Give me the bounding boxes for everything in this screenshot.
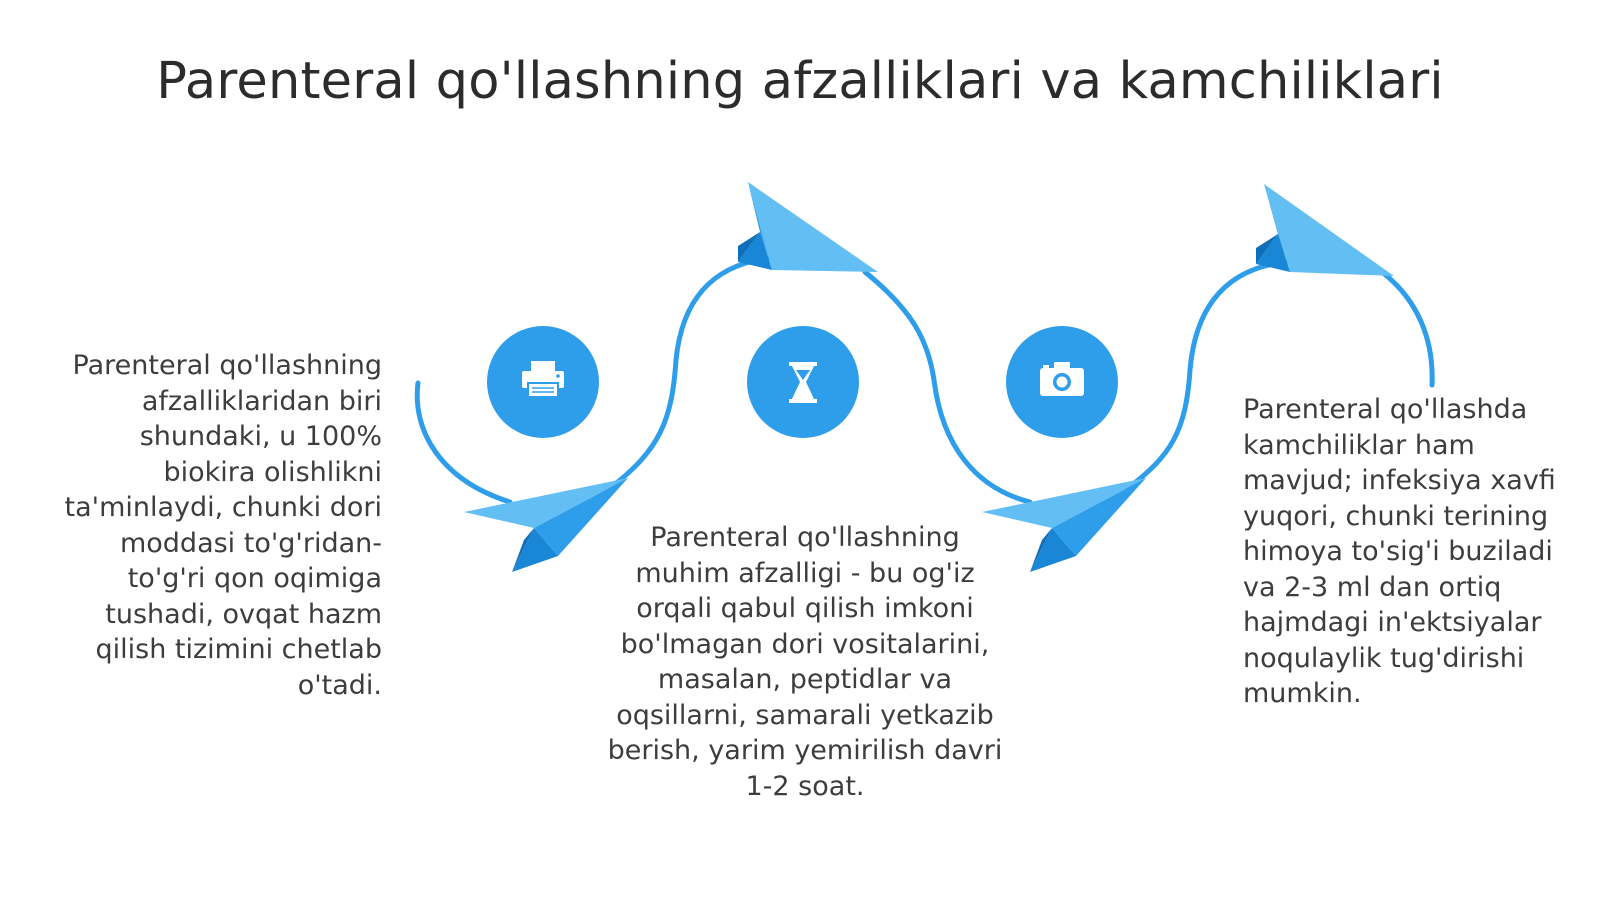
- step-3-circle: [1006, 326, 1118, 438]
- connector-wave-1: [610, 258, 770, 488]
- page-title: Parenteral qo'llashning afzalliklari va kamchiliklari: [156, 52, 1444, 111]
- paper-plane-icon-4: [1256, 184, 1394, 276]
- step-3-text: Parenteral qo'llashda kamchiliklar ham mavjud; infeksiya xavfi yuqori, chunki terining himoya to'sig'i buziladi va 2-3 ml dan ortiq hajmdagi in'ektsiyalar noqulaylik tug'dirishi mumkin.: [1243, 394, 1556, 709]
- step-2-circle: [747, 326, 859, 438]
- connector-arc-end: [1382, 272, 1432, 385]
- step-1-circle: [487, 326, 599, 438]
- step-2-text: Parenteral qo'llashning muhim afzalligi - bu og'iz orqali qabul qilish imkoni bo'lmagan dori vositalarini, masalan, peptidlar va oqsillarni, samarali yetkazib berish, yarim yemirilish davri 1-2 soat.: [607, 522, 1003, 802]
- step-1-text: Parenteral qo'llashning afzalliklaridan biri shundaki, u 100% biokira olishlikni ta'minlaydi, chunki dori moddasi to'g'ridan-to'g'ri qon oqimiga tushadi, ovqat hazm qilish tizimini chetlab o'tadi.: [64, 350, 382, 701]
- paper-plane-icon-2: [738, 182, 878, 272]
- connector-wave-2: [865, 272, 1030, 502]
